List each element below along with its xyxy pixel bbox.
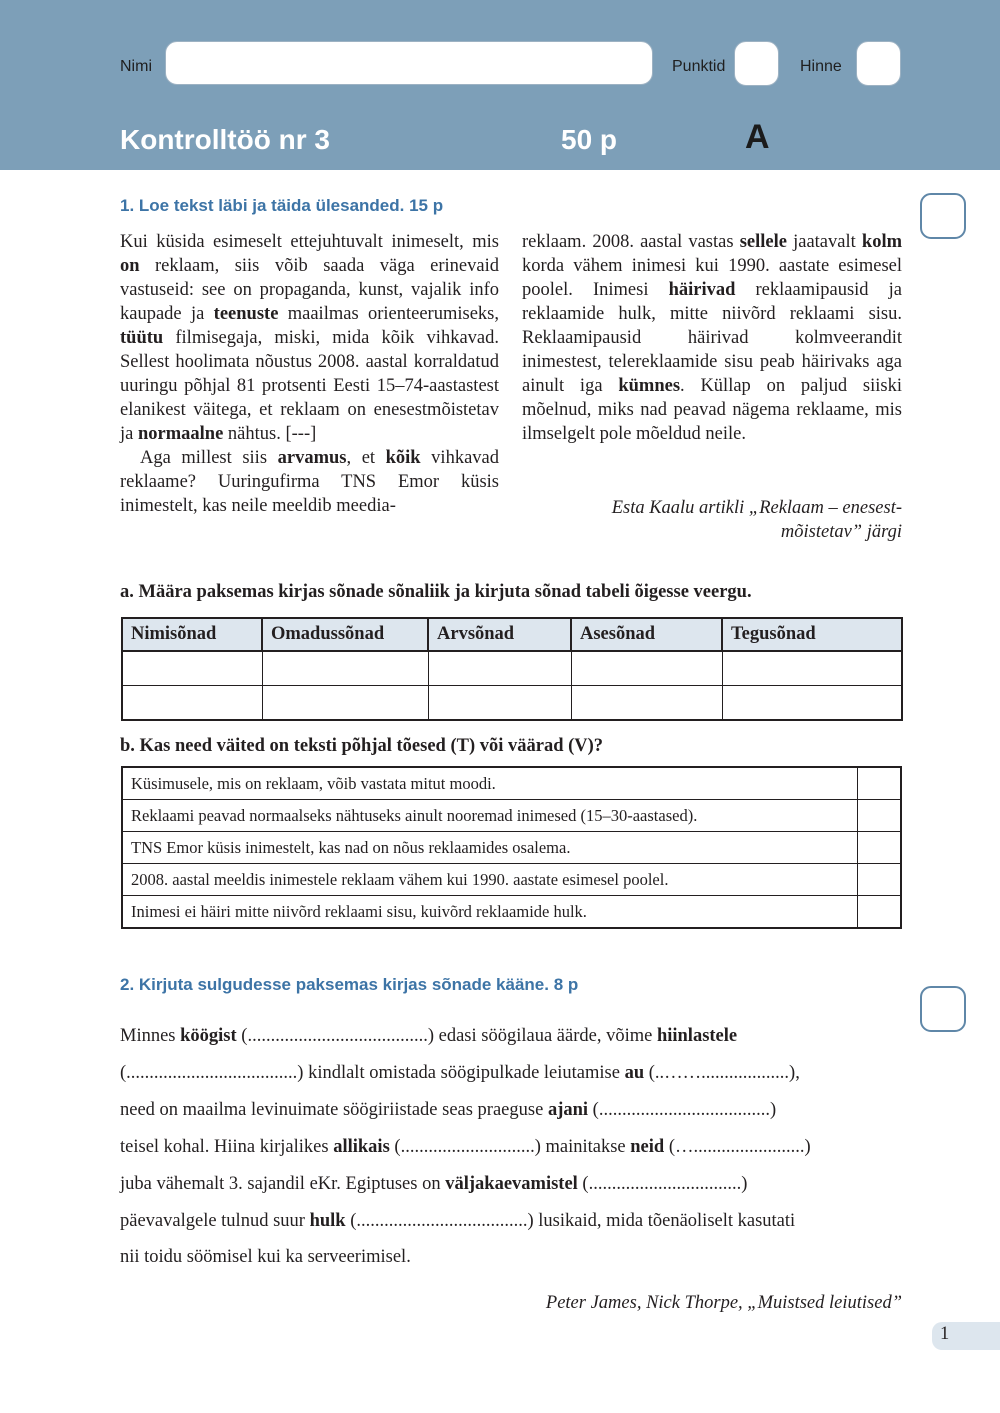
table-header-row [122, 618, 902, 651]
text-run: (.......................................) edasi söögilaua äärde, võime [236, 1026, 657, 1046]
answer-cell[interactable] [722, 686, 902, 721]
bold-word: normaalne [137, 424, 224, 444]
text-run: päevavalgele tulnud suur [120, 1211, 310, 1231]
paragraph [120, 446, 499, 518]
page-number: 1 [940, 1324, 950, 1344]
text-run: need on maailma levinuimate söögiriistade seas praeguse [120, 1100, 548, 1120]
answer-cell[interactable] [722, 651, 902, 686]
bold-word: sellele [739, 232, 787, 252]
name-field[interactable] [165, 41, 653, 85]
test-total-points: 50 p [561, 124, 618, 155]
column-header-numerals: Arvsõnad [428, 618, 571, 651]
points-label: Punktid [672, 58, 726, 75]
column-header-verbs: Tegusõnad [722, 618, 902, 651]
answer-cell[interactable] [428, 651, 571, 686]
true-false-answer-cell[interactable] [858, 800, 902, 832]
bold-word: hiinlastele [656, 1026, 738, 1046]
gap-line[interactable] [120, 1245, 411, 1269]
text-run: Minnes [120, 1026, 181, 1046]
text-run: nii toidu söömisel kui ka serveerimisel. [120, 1247, 411, 1267]
name-label: Nimi [120, 58, 152, 75]
text-run: (.....................................) lusikaid, mida tõenäoliselt kasutati [345, 1211, 796, 1231]
text-source-line-2: mõistetav” järgi [780, 522, 902, 542]
text-run: , et [346, 448, 386, 468]
table-row [122, 832, 901, 864]
text-run: (…........................) [664, 1137, 811, 1157]
text-run: . Küllap on paljud siiski mõelnud, miks nad peavad nägema reklaame, mis ilmselgelt pole mõeldud neile. [522, 376, 902, 444]
true-false-answer-cell[interactable] [858, 832, 902, 864]
bold-word: arvamus [277, 448, 347, 468]
text-run: korda vähem inimesi kui 1990. aastate esimesel poolel. Inimesi [522, 256, 902, 300]
gap-line[interactable] [120, 1209, 795, 1233]
text-run: reklaamipausid ja reklaamide hulk, mitte niivõrd reklaami sisu. Reklaamipausid häirivad kolmveerandit inimestest, telereklaamide sisu peab häirivaks aga ainult iga [522, 280, 902, 396]
table-row [122, 767, 901, 800]
text-run: maailmas orienteerumiseks, [278, 304, 499, 324]
bold-word: teenuste [213, 304, 279, 324]
task1a-instruction: a. Määra paksemas kirjas sõnade sõnaliik ja kirjuta sõnad tabeli õigesse veergu. [120, 582, 752, 602]
text-run: (.................................) [577, 1174, 748, 1194]
paragraph [120, 230, 499, 446]
true-false-answer-cell[interactable] [858, 864, 902, 896]
task1b-instruction: b. Kas need väited on teksti põhjal tõesed (T) või väärad (V)? [120, 736, 604, 756]
bold-word: hulk [309, 1211, 346, 1231]
text-run: teisel kohal. Hiina kirjalikes [120, 1137, 334, 1157]
bold-word: ajani [547, 1100, 589, 1120]
table-row [122, 686, 902, 721]
test-title: Kontrolltöö nr 3 [120, 124, 330, 155]
bold-word: kümnes [618, 376, 681, 396]
statement-text: Küsimusele, mis on reklaam, võib vastata mitut moodi. [122, 767, 858, 800]
gap-line[interactable] [120, 1061, 800, 1085]
answer-cell[interactable] [262, 686, 428, 721]
answer-cell[interactable] [571, 686, 722, 721]
text-run: nähtus. [---] [223, 424, 317, 444]
true-false-answer-cell[interactable] [858, 896, 902, 929]
text-run: (.....................................) [588, 1100, 777, 1120]
text-run: jaatavalt [786, 232, 862, 252]
table-row [122, 800, 901, 832]
answer-cell[interactable] [571, 651, 722, 686]
text-run: vihkavad reklaame? Uuringufirma TNS Emor küsis inimestelt, kas neile meeldib meedia- [120, 448, 499, 516]
table-row [122, 651, 902, 686]
answer-cell[interactable] [262, 651, 428, 686]
text-run: (.............................) mainitakse [389, 1137, 631, 1157]
task1-title: 1. Loe tekst läbi ja täida ülesanded. 15 p [120, 196, 444, 215]
table-row [122, 864, 901, 896]
test-variant: A [745, 118, 770, 156]
points-field[interactable] [734, 41, 779, 86]
answer-cell[interactable] [428, 686, 571, 721]
text-run: reklaam, siis võib saada väga erinevaid vastuseid: see on propaganda, kunst, vajalik info kaupade ja [120, 256, 499, 324]
bold-word: köögist [180, 1026, 237, 1046]
column-header-nouns: Nimisõnad [122, 618, 262, 651]
statement-text: Reklaami peavad normaalseks nähtuseks ainult nooremad inimesed (15–30-aastased). [122, 800, 858, 832]
statement-text: Inimesi ei häiri mitte niivõrd reklaami sisu, kuivõrd reklaamide hulk. [122, 896, 858, 929]
text-run: juba vähemalt 3. sajandil eKr. Egiptuses on [120, 1174, 446, 1194]
task2-score-box[interactable] [920, 986, 966, 1032]
text-run: (.....................................) kindlalt omistada söögipulkade leiutamise [120, 1063, 625, 1083]
text-source-line-1: Esta Kaalu artikli „Reklaam – enesest- [611, 498, 902, 518]
statement-text: 2008. aastal meeldis inimestele reklaam vähem kui 1990. aastate esimesel poolel. [122, 864, 858, 896]
task2-title: 2. Kirjuta sulgudesse paksemas kirjas sõnade kääne. 8 p [120, 975, 579, 994]
column-header-adjectives: Omadussõnad [262, 618, 428, 651]
reading-text-column-2 [522, 230, 902, 446]
true-false-table [121, 766, 902, 929]
text-run: reklaam. 2008. aastal vastas [522, 232, 740, 252]
true-false-answer-cell[interactable] [858, 767, 902, 800]
grade-field[interactable] [856, 41, 901, 86]
answer-cell[interactable] [122, 686, 262, 721]
text-run: Kui küsida esimeselt ettejuhtuvalt inimeselt, mis [120, 232, 499, 252]
gap-line[interactable] [120, 1098, 776, 1122]
text-run: Aga millest siis [140, 448, 278, 468]
bold-word: allikais [333, 1137, 390, 1157]
bold-word: kõik [385, 448, 421, 468]
text-run: (..……...................), [644, 1063, 800, 1083]
text-run: filmisegaja, miski, mida kõik vihkavad. Sellest hoolimata nõustus 2008. aastal korraldatud uuringu põhjal 81 protsenti Eesti 15–74-aastastest elanikest väitega, et reklaam on enesestmõistetav ja [120, 328, 499, 444]
grade-label: Hinne [800, 58, 842, 75]
bold-word: tüütu [120, 328, 164, 348]
word-class-table [121, 617, 903, 721]
column-header-pronouns: Asesõnad [571, 618, 722, 651]
bold-word: neid [630, 1137, 665, 1157]
text-source [540, 496, 902, 544]
bold-word: au [624, 1063, 645, 1083]
paragraph [522, 230, 902, 446]
answer-cell[interactable] [122, 651, 262, 686]
gap-text-source: Peter James, Nick Thorpe, „Muistsed leiutised” [545, 1293, 902, 1313]
bold-word: on [120, 256, 140, 276]
table-row [122, 896, 901, 929]
task1-score-box[interactable] [920, 193, 966, 239]
bold-word: häirivad [668, 280, 736, 300]
gap-line[interactable] [120, 1172, 747, 1196]
statement-text: TNS Emor küsis inimestelt, kas nad on nõus reklaamides osalema. [122, 832, 858, 864]
bold-word: väljakaevamistel [445, 1174, 578, 1194]
bold-word: kolm [861, 232, 902, 252]
reading-text-column-1 [120, 230, 499, 518]
gap-line[interactable] [120, 1024, 737, 1048]
gap-line[interactable] [120, 1135, 811, 1159]
